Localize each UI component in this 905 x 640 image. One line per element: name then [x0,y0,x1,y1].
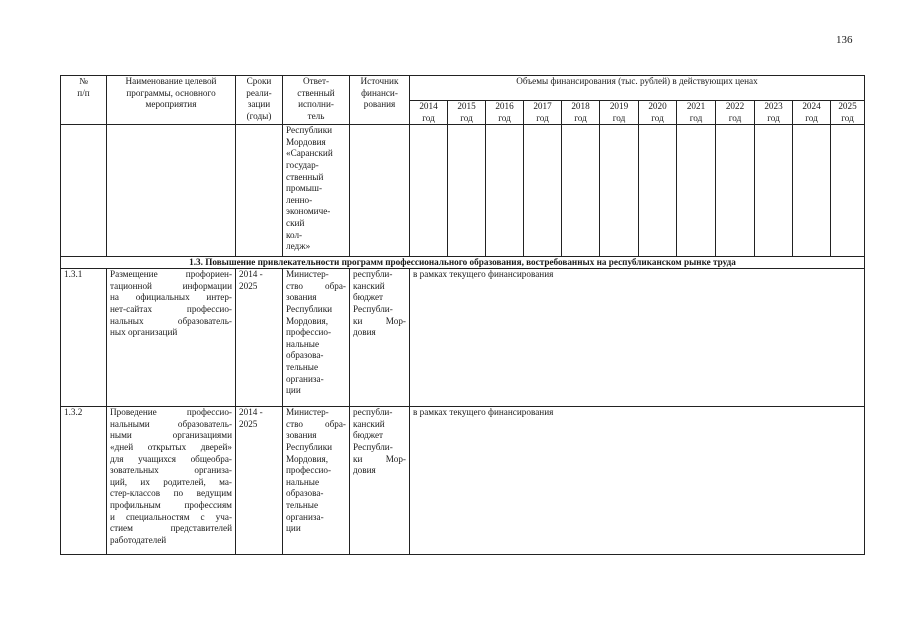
text-line: нальные [286,476,320,487]
year-header-2014: 2014 год [410,101,448,125]
row-name [107,269,236,407]
funding-table [60,75,865,555]
table-row [61,407,865,555]
text-line: ский [286,217,305,228]
text-line: Министер- [286,269,329,280]
text-line: нет-сайтах профессио- [110,303,232,314]
row-num: 1.3.2 [61,407,107,555]
text-line: зования [286,430,317,441]
cont-executor [283,125,350,257]
text-line: образова- [286,488,324,499]
text-line: зования [286,292,317,303]
cont-name [107,125,236,257]
text-line: государ- [286,159,319,170]
text-line: кол- [286,229,303,240]
year-header-2023: 2023 год [755,101,793,125]
text-line: Республи- [353,441,393,452]
text-line: образова- [286,350,324,361]
text-line: Мордовия [286,136,326,147]
row-executor [283,269,350,407]
text-line: ции [286,385,301,396]
year-header-2016: 2016 год [486,101,524,125]
text-line: тельные [286,361,319,372]
cont-year-cell [524,125,562,257]
text-line: ство обра- [286,418,346,429]
row-funding: в рамках текущего финансирования [410,407,865,555]
text-line: ледж» [286,241,311,252]
year-header-2021: 2021 год [677,101,716,125]
text-line: Министер- [286,407,329,418]
text-line: ции [286,523,301,534]
text-line: Размещение профориен- [110,269,232,280]
year-header-2025: 2025 год [831,101,865,125]
text-line: ными организациями [110,430,232,441]
year-header-2015: 2015 год [448,101,486,125]
header-executor: Ответ- ственный исполни- тель [283,76,350,125]
text-line: профильным профессиям [110,499,232,510]
text-line: ки Мор- [353,453,406,464]
text-line: ленно- [286,194,313,205]
text-line: организа- [286,511,324,522]
text-line: республи- [353,407,393,418]
text-line: на официальных интер- [110,292,232,303]
text-line: промыш- [286,183,323,194]
text-line: бюджет [353,430,384,441]
text-line: довия [353,465,376,476]
year-header-2022: 2022 год [716,101,755,125]
row-source [350,407,410,555]
row-terms: 2014 - 2025 [236,407,283,555]
text-line: Мордовия, [286,453,329,464]
text-line: Республики [286,125,333,136]
cont-num [61,125,107,257]
cont-source [350,125,410,257]
row-num: 1.3.1 [61,269,107,407]
cont-year-cell [716,125,755,257]
text-line: республи- [353,269,393,280]
text-line: нальные [286,338,320,349]
year-header-2024: 2024 год [793,101,831,125]
text-line: «дней открытых дверей» [110,441,232,452]
text-line: бюджет [353,292,384,303]
page-number: 136 [836,34,853,46]
text-line: и специальностям с уча- [110,511,232,522]
row-terms: 2014 - 2025 [236,269,283,407]
header-name: Наименование целевой программы, основного мероприятия [107,76,236,125]
row-name [107,407,236,555]
text-line: Республики [286,303,333,314]
cont-terms [236,125,283,257]
header-num: № п/п [61,76,107,125]
text-line: стер-классов по ведущим [110,488,232,499]
text-line: зовательных организа- [110,465,232,476]
text-line: «Саранский [286,148,333,159]
text-line: Проведение профессио- [110,407,232,418]
cont-year-cell [410,125,448,257]
year-header-2019: 2019 год [600,101,639,125]
text-line: работодателей [110,534,167,545]
cont-year-cell [831,125,865,257]
table-row [61,269,865,407]
header-terms: Сроки реали- зации (годы) [236,76,283,125]
text-line: нальных образователь- [110,315,232,326]
text-line: профессио- [286,465,332,476]
text-line: Республи- [353,303,393,314]
header-source: Источник финанси- рования [350,76,410,125]
text-line: довия [353,327,376,338]
cont-year-cell [600,125,639,257]
cont-year-cell [448,125,486,257]
text-line: организа- [286,373,324,384]
header-funding: Объемы финансирования (тыс. рублей) в действующих ценах [410,76,865,101]
row-source [350,269,410,407]
text-line: экономиче- [286,206,331,217]
year-header-2017: 2017 год [524,101,562,125]
text-line: тационной информации [110,280,232,291]
section-title: 1.3. Повышение привлекательности программ профессионального образования, востребованных на республиканском рынке труда [61,257,865,269]
year-header-2020: 2020 год [639,101,677,125]
cont-year-cell [677,125,716,257]
text-line: Республики [286,441,333,452]
cont-year-cell [486,125,524,257]
row-executor [283,407,350,555]
cont-year-cell [755,125,793,257]
text-line: стием представителей [110,523,232,534]
cont-year-cell [793,125,831,257]
text-line: канский [353,418,385,429]
text-line: канский [353,280,385,291]
text-line: ство обра- [286,280,346,291]
text-line: ственный [286,171,324,182]
text-line: для учащихся общеобра- [110,453,232,464]
row-funding: в рамках текущего финансирования [410,269,865,407]
text-line: профессио- [286,327,332,338]
text-line: тельные [286,499,319,510]
text-line: нальными образователь- [110,418,232,429]
text-line: ных организаций [110,327,178,338]
cont-year-cell [562,125,600,257]
year-header-2018: 2018 год [562,101,600,125]
text-line: ций, их родителей, ма- [110,476,232,487]
cont-year-cell [639,125,677,257]
text-line: Мордовия, [286,315,329,326]
text-line: ки Мор- [353,315,406,326]
